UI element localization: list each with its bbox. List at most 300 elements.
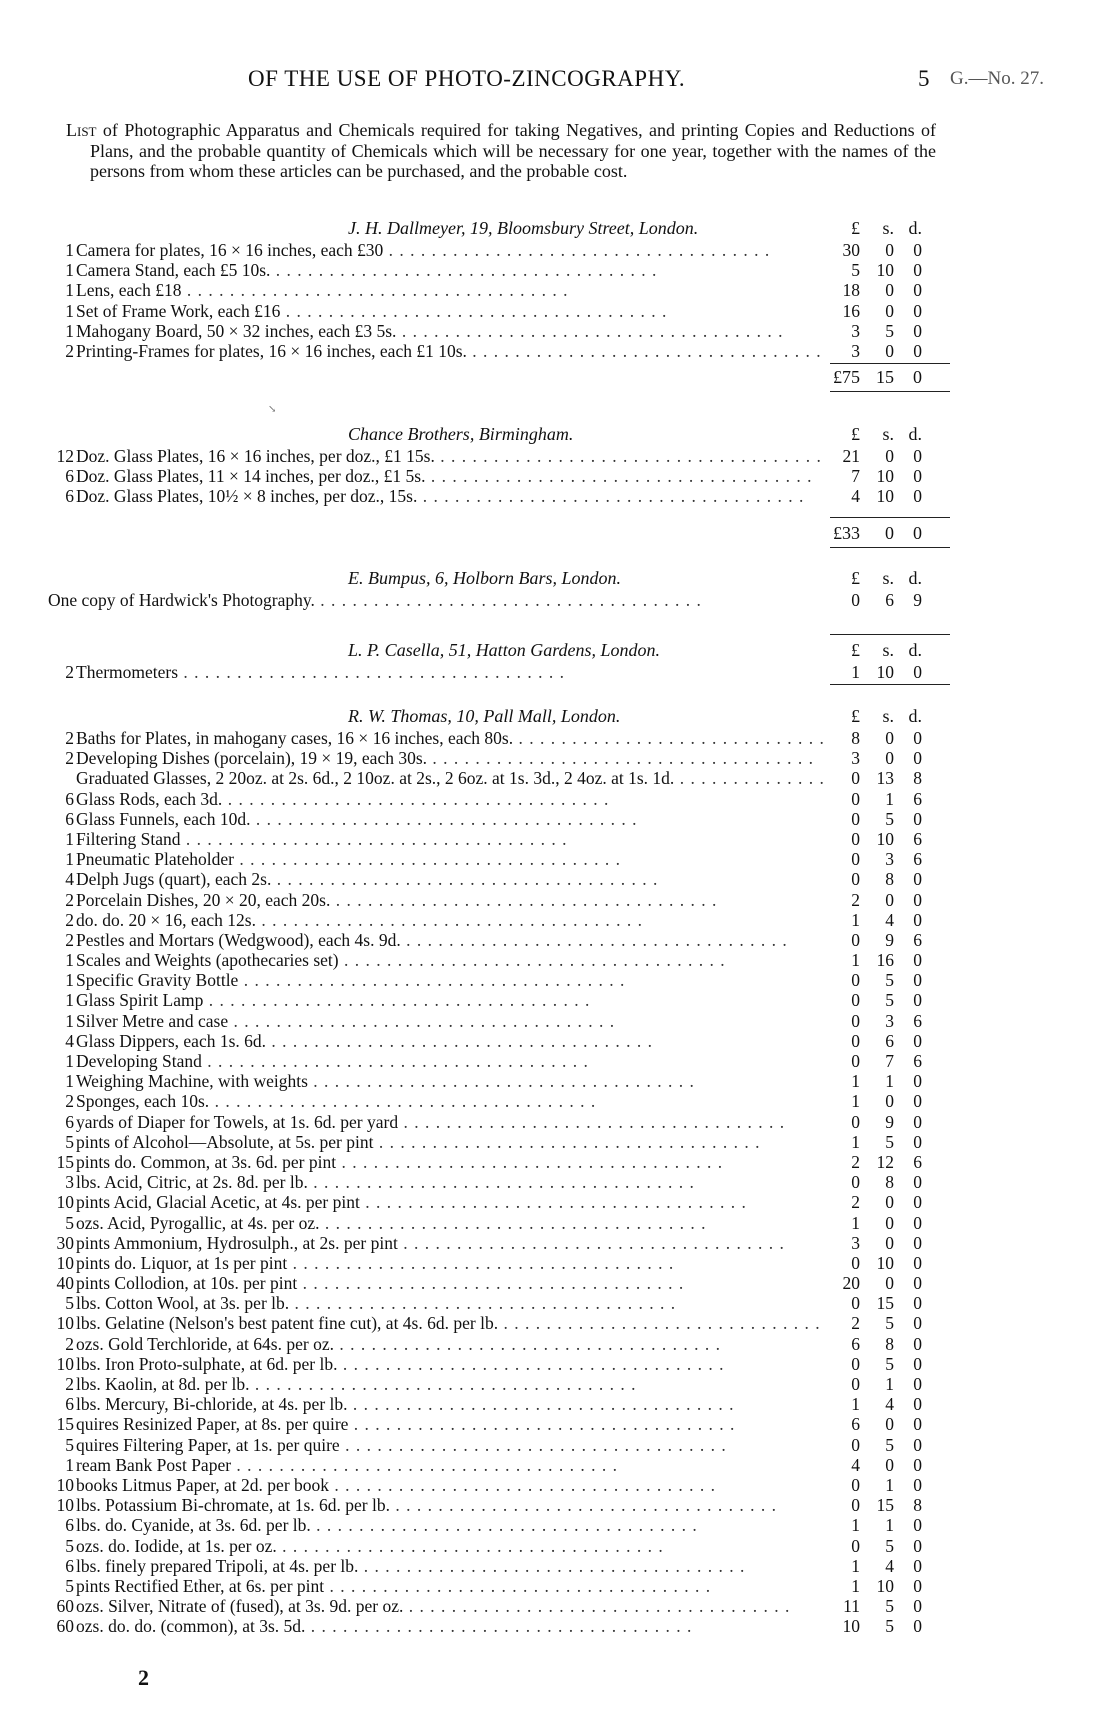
intro-lead: List: [66, 120, 97, 140]
intro-paragraph: [66, 120, 936, 182]
item-shillings: 8: [885, 869, 894, 890]
item-shillings: 10: [876, 1575, 894, 1596]
shillings-label: s.: [882, 568, 894, 588]
line-item: [48, 1233, 943, 1253]
item-shillings: 5: [885, 990, 894, 1011]
item-pounds: 4: [851, 486, 860, 507]
item-shillings: 6: [885, 1030, 894, 1051]
item-list: [48, 590, 943, 610]
item-pence: 0: [913, 909, 922, 930]
item-description: Silver Metre and case . . .: [76, 1011, 826, 1031]
item-description: Pestles and Mortars (Wedgwood), each 4s. 9d. . . .: [76, 930, 826, 950]
line-item: [48, 1495, 943, 1515]
item-shillings: 5: [885, 1131, 894, 1152]
item-shillings: 5: [885, 1434, 894, 1455]
item-pence: 0: [913, 1071, 922, 1092]
pounds-label: £: [851, 640, 860, 660]
item-shillings: 4: [885, 909, 894, 930]
line-item: [48, 1556, 943, 1576]
shillings-label: s.: [882, 424, 894, 444]
item-amount: [826, 1596, 946, 1616]
item-shillings: 10: [876, 662, 894, 682]
item-shillings: 1: [885, 1374, 894, 1394]
item-amount: [826, 280, 946, 300]
item-amount: [826, 1435, 946, 1455]
item-quantity: 2: [65, 340, 74, 361]
line-item: [48, 748, 943, 768]
item-pounds: 1: [851, 909, 860, 930]
shillings-label: s.: [882, 218, 894, 238]
item-pence: 0: [913, 990, 922, 1011]
item-amount: [826, 446, 946, 466]
item-quantity: 6: [65, 1394, 74, 1415]
line-item: [48, 1112, 943, 1132]
item-pence: 0: [913, 446, 922, 466]
item-shillings: 10: [876, 260, 894, 281]
item-quantity: 2: [65, 1333, 74, 1354]
item-quantity: 2: [65, 889, 74, 910]
item-pounds: 18: [842, 280, 860, 301]
line-item: [48, 1354, 943, 1374]
item-shillings: 5: [885, 1313, 894, 1334]
line-item: [48, 1515, 943, 1535]
item-pence: 0: [913, 1030, 922, 1051]
item-description: Graduated Glasses, 2 20oz. at 2s. 6d., 2 10oz. at 2s., 2 6oz. at 1s. 3d., 2 4oz. at 1s. 1d. . . .: [76, 768, 826, 788]
item-quantity: 40: [56, 1273, 74, 1294]
item-pounds: 0: [851, 1252, 860, 1273]
section-total: [48, 367, 943, 391]
item-list: [48, 240, 943, 361]
item-quantity: 6: [65, 788, 74, 809]
item-amount: [826, 1616, 946, 1636]
vendor-header: [48, 568, 943, 590]
item-shillings: 5: [885, 1616, 894, 1637]
item-amount: [826, 1071, 946, 1091]
item-quantity: 5: [65, 1212, 74, 1233]
item-quantity: 2: [65, 1374, 74, 1394]
total-double-rule: [830, 547, 950, 548]
item-pence: 0: [913, 1616, 922, 1637]
item-quantity: 60: [56, 1616, 74, 1637]
item-description: ozs. Gold Terchloride, at 64s. per oz. . . .: [76, 1334, 826, 1354]
item-description: Thermometers . . .: [76, 662, 826, 682]
item-quantity: 1: [65, 970, 74, 991]
line-item: [48, 446, 943, 466]
item-description: ozs. do. Iodide, at 1s. per oz. . . .: [76, 1536, 826, 1556]
total-rule: [830, 517, 950, 518]
item-description: lbs. finely prepared Tripoli, at 4s. per lb. . . .: [76, 1556, 826, 1576]
item-amount: [826, 341, 946, 361]
item-shillings: 10: [876, 486, 894, 507]
item-description: pints Ammonium, Hydrosulph., at 2s. per pint . . .: [76, 1233, 826, 1253]
item-amount: [826, 1394, 946, 1414]
vendor-header: [48, 424, 943, 446]
item-shillings: 0: [885, 1273, 894, 1294]
item-quantity: 10: [56, 1495, 74, 1516]
item-pounds: 0: [851, 990, 860, 1011]
item-description: lbs. Gelatine (Nelson's best patent fine cut), at 4s. 6d. per lb. . . .: [76, 1313, 826, 1333]
item-description: Scales and Weights (apothecaries set) . . .: [76, 950, 826, 970]
item-amount: [826, 240, 946, 260]
item-amount: [826, 1112, 946, 1132]
item-pounds: 1: [851, 1091, 860, 1112]
vendor-name: E. Bumpus, 6, Holborn Bars, London.: [348, 568, 622, 588]
item-list: [48, 446, 943, 507]
item-quantity: 10: [56, 1313, 74, 1334]
item-quantity: 12: [56, 446, 74, 466]
item-pence: 0: [913, 1232, 922, 1253]
pence-label: d.: [908, 640, 922, 660]
item-pence: 0: [913, 869, 922, 890]
line-item: [48, 466, 943, 486]
line-item: [48, 809, 943, 829]
line-item: [48, 1253, 943, 1273]
item-amount: [826, 990, 946, 1010]
item-description: One copy of Hardwick's Photography. . . .: [48, 590, 798, 610]
item-amount: [826, 789, 946, 809]
total-pence: 0: [913, 367, 922, 388]
item-pence: 6: [913, 788, 922, 809]
item-shillings: 1: [885, 1071, 894, 1092]
item-quantity: 1: [65, 828, 74, 849]
item-description: Specific Gravity Bottle . . .: [76, 970, 826, 990]
item-pounds: 0: [851, 1172, 860, 1193]
line-item: [48, 280, 943, 300]
item-pence: 0: [913, 486, 922, 507]
item-shillings: 5: [885, 1535, 894, 1556]
item-pence: 0: [913, 1596, 922, 1617]
item-description: lbs. Cotton Wool, at 3s. per lb. . . .: [76, 1293, 826, 1313]
item-amount: [826, 970, 946, 990]
item-description: ozs. Acid, Pyrogallic, at 4s. per oz. . . .: [76, 1213, 826, 1233]
item-description: Developing Stand . . .: [76, 1051, 826, 1071]
item-shillings: 3: [885, 849, 894, 870]
item-description: Porcelain Dishes, 20 × 20, each 20s. . . .: [76, 890, 826, 910]
line-item: [48, 1011, 943, 1031]
item-shillings: 0: [885, 240, 894, 260]
item-description: Sponges, each 10s. . . .: [76, 1091, 826, 1111]
item-description: lbs. Iron Proto-sulphate, at 6d. per lb. . . .: [76, 1354, 826, 1374]
item-quantity: 1: [65, 1454, 74, 1475]
item-description: ozs. Silver, Nitrate of (fused), at 3s. 9d. per oz. . . .: [76, 1596, 826, 1616]
section-total: [48, 523, 943, 547]
line-item: [48, 1273, 943, 1293]
shillings-label: s.: [882, 706, 894, 726]
item-description: Doz. Glass Plates, 10½ × 8 inches, per doz., 15s. . . .: [76, 486, 826, 506]
item-description: Printing-Frames for plates, 16 × 16 inches, each £1 10s. . . .: [76, 341, 826, 361]
item-shillings: 16: [876, 950, 894, 971]
item-quantity: 1: [65, 300, 74, 321]
item-pence: 0: [913, 1515, 922, 1536]
item-amount: [826, 1091, 946, 1111]
item-quantity: 10: [56, 1474, 74, 1495]
vendor-name: J. H. Dallmeyer, 19, Bloomsbury Street, London.: [348, 218, 699, 238]
pounds-label: £: [851, 568, 860, 588]
item-quantity: 5: [65, 1575, 74, 1596]
item-pence: 0: [913, 1454, 922, 1475]
item-shillings: 1: [885, 1474, 894, 1495]
item-quantity: 1: [65, 849, 74, 870]
item-quantity: 1: [65, 240, 74, 260]
item-amount: [826, 466, 946, 486]
item-quantity: 6: [65, 486, 74, 507]
item-quantity: 1: [65, 320, 74, 341]
item-pounds: 8: [851, 728, 860, 748]
item-amount: [826, 301, 946, 321]
item-quantity: 4: [65, 1030, 74, 1051]
item-pounds: 1: [851, 950, 860, 971]
item-description: quires Filtering Paper, at 1s. per quire . . .: [76, 1435, 826, 1455]
total-pounds: £33: [833, 522, 860, 543]
line-item: [48, 789, 943, 809]
item-amount: [826, 1556, 946, 1576]
vendor-header: [48, 218, 943, 240]
item-quantity: 1: [65, 950, 74, 971]
item-description: Developing Dishes (porcelain), 19 × 19, each 30s. . . .: [76, 748, 826, 768]
line-item: [48, 1172, 943, 1192]
item-description: yards of Diaper for Towels, at 1s. 6d. per yard . . .: [76, 1112, 826, 1132]
item-pence: 0: [913, 280, 922, 301]
item-amount: [826, 1536, 946, 1556]
item-shillings: 0: [885, 889, 894, 910]
vendor-name: R. W. Thomas, 10, Pall Mall, London.: [348, 706, 621, 726]
line-item: [48, 930, 943, 950]
item-description: Camera Stand, each £5 10s. . . .: [76, 260, 826, 280]
item-shillings: 0: [885, 1091, 894, 1112]
item-pounds: 0: [851, 1030, 860, 1051]
item-shillings: 0: [885, 1212, 894, 1233]
item-amount: [826, 1293, 946, 1313]
item-quantity: 1: [65, 1010, 74, 1031]
item-quantity: 10: [56, 1192, 74, 1213]
line-item: [48, 1435, 943, 1455]
item-quantity: 10: [56, 1252, 74, 1273]
item-quantity: 10: [56, 1353, 74, 1374]
item-pounds: 0: [851, 1374, 860, 1394]
line-item: [48, 1616, 943, 1636]
item-shillings: 4: [885, 1394, 894, 1415]
item-pence: 0: [913, 950, 922, 971]
item-pence: 0: [913, 320, 922, 341]
item-amount: [826, 1576, 946, 1596]
item-quantity: 15: [56, 1151, 74, 1172]
item-description: quires Resinized Paper, at 8s. per quire . . .: [76, 1414, 826, 1434]
line-item: [48, 950, 943, 970]
item-description: Glass Rods, each 3d. . . .: [76, 789, 826, 809]
total-shillings: 0: [885, 522, 894, 543]
item-amount: [826, 1192, 946, 1212]
item-shillings: 5: [885, 1596, 894, 1617]
line-item: [48, 240, 943, 260]
item-shillings: 5: [885, 320, 894, 341]
total-pence: 0: [913, 522, 922, 543]
item-pence: 0: [913, 1212, 922, 1233]
item-pence: 6: [913, 1151, 922, 1172]
item-shillings: 0: [885, 300, 894, 321]
vendor-header: [48, 706, 943, 728]
item-shillings: 12: [876, 1151, 894, 1172]
vendor-section-chance: [48, 424, 943, 547]
item-amount: [826, 1011, 946, 1031]
item-description: lbs. Potassium Bi-chromate, at 1s. 6d. per lb. . . .: [76, 1495, 826, 1515]
item-pounds: 1: [851, 1394, 860, 1415]
item-quantity: 2: [65, 662, 74, 682]
item-amount: [826, 1273, 946, 1293]
item-shillings: 0: [885, 1192, 894, 1213]
item-amount: [826, 809, 946, 829]
line-item: [48, 486, 943, 506]
item-shillings: 7: [885, 1051, 894, 1071]
item-pence: 0: [913, 662, 922, 682]
item-pounds: 1: [851, 1131, 860, 1152]
item-shillings: 0: [885, 1414, 894, 1435]
item-pounds: 21: [842, 446, 860, 466]
item-pence: 6: [913, 1051, 922, 1071]
item-amount: [826, 1233, 946, 1253]
item-amount: [826, 910, 946, 930]
document-reference: G.—No. 27.: [950, 68, 1044, 89]
item-pence: 0: [913, 1474, 922, 1495]
line-item: [48, 1536, 943, 1556]
intro-text: of Photographic Apparatus and Chemicals required for taking Negatives, and printing Copies and Reductions of Plans, and the probable quantity of Chemicals which will be necessary for one year, together with the names of the persons from whom these articles can be purchased, and the probable cost.: [90, 120, 936, 181]
item-shillings: 9: [885, 1111, 894, 1132]
item-description: Baths for Plates, in mahogany cases, 16 × 16 inches, each 80s. . . .: [76, 728, 826, 748]
item-pounds: 5: [851, 260, 860, 281]
total-double-rule: [830, 391, 950, 392]
item-quantity: 2: [65, 748, 74, 769]
line-item: [48, 990, 943, 1010]
item-pounds: 0: [851, 768, 860, 789]
item-pence: 6: [913, 849, 922, 870]
item-shillings: 10: [876, 1252, 894, 1273]
vendor-section-casella: [48, 640, 943, 682]
line-item: [48, 1031, 943, 1051]
line-item: [48, 1414, 943, 1434]
item-amount: [826, 869, 946, 889]
item-shillings: 15: [876, 1293, 894, 1314]
item-pounds: 3: [851, 340, 860, 361]
item-description: Doz. Glass Plates, 16 × 16 inches, per doz., £1 15s. . . .: [76, 446, 826, 466]
item-shillings: 10: [876, 466, 894, 487]
page-header: [0, 66, 1114, 96]
line-item: [48, 890, 943, 910]
item-pounds: 6: [851, 1414, 860, 1435]
item-pence: 8: [913, 1495, 922, 1516]
running-title: OF THE USE OF PHOTO-ZINCOGRAPHY.: [248, 66, 686, 91]
item-amount: [826, 748, 946, 768]
item-pence: 0: [913, 748, 922, 769]
item-pence: 0: [913, 728, 922, 748]
item-quantity: 15: [56, 1414, 74, 1435]
item-amount: [826, 1354, 946, 1374]
item-description: Mahogany Board, 50 × 32 inches, each £3 5s. . . .: [76, 321, 826, 341]
item-pence: 0: [913, 1434, 922, 1455]
item-amount: [826, 486, 946, 506]
item-pounds: 0: [851, 808, 860, 829]
item-pence: 0: [913, 1575, 922, 1596]
item-pounds: 0: [851, 1474, 860, 1495]
item-description: pints of Alcohol—Absolute, at 5s. per pint . . .: [76, 1132, 826, 1152]
pence-label: d.: [908, 706, 922, 726]
underline-rule: [830, 634, 950, 635]
item-pounds: 30: [842, 240, 860, 260]
line-item: [48, 1334, 943, 1354]
line-item: [48, 1455, 943, 1475]
item-shillings: 13: [876, 768, 894, 789]
total-rule: [830, 363, 950, 364]
item-description: lbs. Mercury, Bi-chloride, at 4s. per lb. . . .: [76, 1394, 826, 1414]
line-item: [48, 1596, 943, 1616]
item-pounds: 0: [851, 1434, 860, 1455]
item-pounds: 0: [851, 788, 860, 809]
item-pence: 0: [913, 1111, 922, 1132]
item-pounds: 0: [851, 929, 860, 950]
item-description: pints Collodion, at 10s. per pint . . .: [76, 1273, 826, 1293]
item-shillings: 10: [876, 828, 894, 849]
item-amount: [826, 890, 946, 910]
item-amount: [826, 1031, 946, 1051]
item-quantity: 1: [65, 990, 74, 1011]
vendor-name: L. P. Casella, 51, Hatton Gardens, London.: [348, 640, 661, 660]
line-item: [48, 829, 943, 849]
line-item: [48, 1051, 943, 1071]
item-description: Weighing Machine, with weights . . .: [76, 1071, 826, 1091]
item-quantity: 2: [65, 1091, 74, 1112]
shillings-label: s.: [882, 640, 894, 660]
item-pounds: 0: [851, 1051, 860, 1071]
item-amount: [826, 1213, 946, 1233]
item-pounds: 0: [851, 1495, 860, 1516]
item-amount: [826, 1051, 946, 1071]
item-pounds: 2: [851, 1192, 860, 1213]
line-item: [48, 728, 943, 748]
item-pence: 0: [913, 340, 922, 361]
item-pence: 9: [913, 590, 922, 610]
item-quantity: 5: [65, 1535, 74, 1556]
item-description: Filtering Stand . . .: [76, 829, 826, 849]
item-pounds: 0: [851, 1111, 860, 1132]
item-description: Delph Jugs (quart), each 2s. . . .: [76, 869, 826, 889]
item-description: ozs. do. do. (common), at 3s. 5d. . . .: [76, 1616, 826, 1636]
item-quantity: 6: [65, 1555, 74, 1576]
item-description: Pneumatic Plateholder . . .: [76, 849, 826, 869]
line-item: [48, 970, 943, 990]
item-shillings: 0: [885, 1232, 894, 1253]
vendor-section-thomas: [48, 706, 943, 1636]
item-amount: [826, 1334, 946, 1354]
item-description: Lens, each £18 . . .: [76, 280, 826, 300]
line-item: [48, 869, 943, 889]
item-quantity: 1: [65, 260, 74, 281]
item-shillings: 8: [885, 1172, 894, 1193]
item-pounds: 1: [851, 1212, 860, 1233]
total-shillings: 15: [876, 367, 894, 388]
line-item: [48, 1394, 943, 1414]
line-item: [48, 662, 943, 682]
line-item: [48, 260, 943, 280]
item-pounds: 1: [851, 1071, 860, 1092]
item-amount: [826, 768, 946, 788]
item-quantity: 5: [65, 1434, 74, 1455]
signature-number: 2: [138, 1665, 149, 1690]
item-shillings: 0: [885, 1454, 894, 1475]
item-pence: 8: [913, 768, 922, 789]
item-pounds: 2: [851, 889, 860, 910]
line-item: [48, 1071, 943, 1091]
item-amount: [826, 1414, 946, 1434]
item-pence: 0: [913, 1131, 922, 1152]
item-amount: [826, 849, 946, 869]
